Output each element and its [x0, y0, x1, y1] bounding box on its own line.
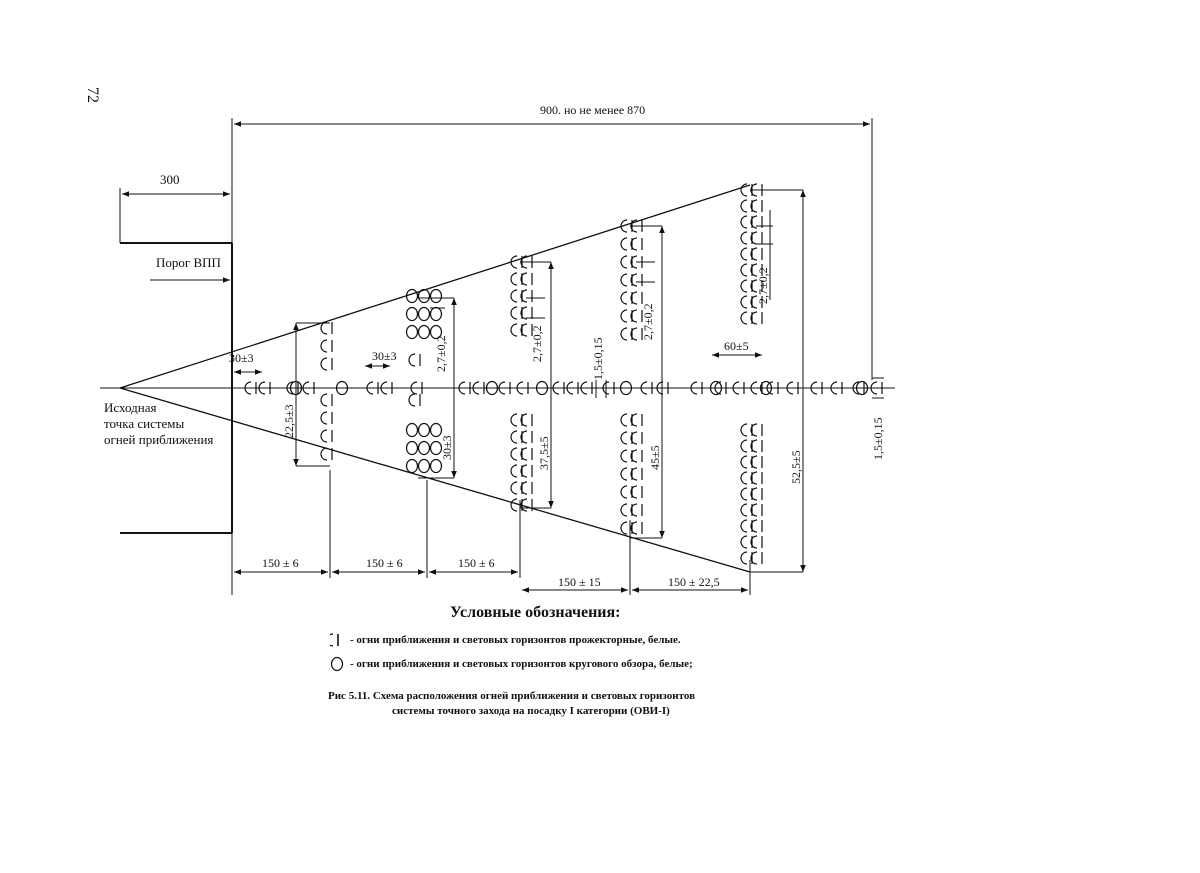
spot-light-119: [741, 296, 752, 308]
omni-light-55: [431, 308, 442, 321]
spot-light-76: [521, 307, 532, 319]
spot-light-88: [621, 292, 632, 304]
spot-light-63: [511, 273, 522, 285]
page-number: 72: [84, 87, 101, 103]
spot-light-146: [751, 536, 762, 548]
figure-caption-line-2: системы точного захода на посадку I категории (ОВИ-I): [392, 705, 670, 717]
spot-light-140: [751, 440, 762, 452]
spot-light-35: [321, 322, 332, 334]
spot-light-94: [621, 468, 632, 480]
omni-light-49: [419, 308, 430, 321]
spot-light-123: [741, 456, 752, 468]
omni-light-46: [407, 442, 418, 455]
bar1-width-label: 22,5±3: [282, 404, 296, 438]
omni-light-45: [407, 424, 418, 437]
spot-light-74: [521, 273, 532, 285]
spot-light-38: [321, 394, 332, 406]
spot-light-60: [409, 354, 420, 366]
spot-light-86: [621, 256, 632, 268]
spot-light-90: [621, 328, 632, 340]
spot-light-108: [631, 468, 642, 480]
omni-light-57: [431, 424, 442, 437]
threshold-label: Порог ВПП: [156, 255, 221, 270]
spot-light-61: [409, 394, 420, 406]
bar-width-dimensions: [296, 190, 884, 572]
spot-light-99: [631, 238, 642, 250]
spot-light-113: [741, 200, 752, 212]
omni-light-52: [419, 442, 430, 455]
second-gap-label: 30±3: [372, 349, 397, 363]
spot-light-67: [511, 414, 522, 426]
spot-light-127: [741, 520, 752, 532]
spot-light-117: [741, 264, 752, 276]
spot-light-89: [621, 310, 632, 322]
gap-dimensions: [234, 355, 762, 372]
spot-light-66: [511, 324, 522, 336]
bar3-width-label: 37,5±5: [537, 436, 551, 470]
segment-3-label: 150 ± 6: [458, 556, 495, 570]
spot-light-134: [751, 248, 762, 260]
omni-light-42: [407, 290, 418, 303]
omni-light-48: [419, 290, 430, 303]
lights-group: [245, 184, 882, 564]
spot-light-139: [751, 424, 762, 436]
legend-omni-text: - огни приближения и световых горизонтов кругового обзора, белые;: [350, 658, 693, 670]
spot-light-111: [631, 522, 642, 534]
spot-light-114: [741, 216, 752, 228]
spot-light-75: [521, 290, 532, 302]
omni-light-icon: [330, 656, 344, 672]
spot-light-128: [741, 536, 752, 548]
spot-light-79: [521, 431, 532, 443]
spot-light-37: [321, 358, 332, 370]
segment-2-label: 150 ± 6: [366, 556, 403, 570]
spot-light-105: [631, 414, 642, 426]
spot-light-122: [741, 440, 752, 452]
omni-light-54: [431, 290, 442, 303]
bar2-width-label: 30±3: [440, 435, 454, 460]
spot-light-95: [621, 486, 632, 498]
spot-light-85: [621, 238, 632, 250]
end-gap-label: 1,5±0,15: [871, 417, 885, 460]
spot-light-107: [631, 450, 642, 462]
center-gap-label: 1,5±0,15: [591, 337, 605, 380]
segment-1-label: 150 ± 6: [262, 556, 299, 570]
omni-light-44: [407, 326, 418, 339]
omni-light-43: [407, 308, 418, 321]
legend-item-omni: [330, 656, 693, 672]
spot-light-141: [751, 456, 762, 468]
omni-light-53: [419, 460, 430, 473]
spot-light-116: [741, 248, 752, 260]
spot-light-82: [521, 482, 532, 494]
origin-label-3: огней приближения: [104, 432, 214, 447]
spot-light-143: [751, 488, 762, 500]
spot-light-109: [631, 486, 642, 498]
spot-light-39: [321, 412, 332, 424]
spot-light-78: [521, 414, 532, 426]
segment-4-label: 150 ± 15: [558, 575, 601, 589]
spot-light-icon: [330, 632, 344, 648]
threshold-offset-label: 300: [160, 172, 180, 187]
segment-5-label: 150 ± 22,5: [668, 575, 720, 589]
spot-light-65: [511, 307, 522, 319]
first-gap-label: 30±3: [229, 351, 254, 365]
spot-light-106: [631, 432, 642, 444]
spot-light-40: [321, 430, 332, 442]
omni-light-47: [407, 460, 418, 473]
figure-caption-line-1: Рис 5.11. Схема расположения огней приближения и световых горизонтов: [328, 690, 696, 702]
spot-light-69: [511, 448, 522, 460]
spot-light-142: [751, 472, 762, 484]
spot-light-71: [511, 482, 522, 494]
legend-spot-text: - огни приближения и световых горизонтов прожекторные, белые.: [350, 634, 681, 646]
omni-light-50: [419, 326, 430, 339]
legend-item-spot: [330, 632, 681, 648]
spot-light-144: [751, 504, 762, 516]
spot-light-121: [741, 424, 752, 436]
spot-light-120: [741, 312, 752, 324]
bar2-spacing-label: 2,7±0,2: [434, 335, 448, 372]
spot-light-91: [621, 414, 632, 426]
spot-light-81: [521, 465, 532, 477]
spot-light-118: [741, 280, 752, 292]
spot-light-36: [321, 340, 332, 352]
spot-light-102: [631, 292, 642, 304]
bar4-width-label: 45±5: [648, 445, 662, 470]
spot-light-133: [751, 232, 762, 244]
omni-light-59: [431, 460, 442, 473]
total-length-label: 900. но не менее 870: [540, 103, 646, 117]
spot-light-147: [751, 552, 762, 564]
bar5-spacing-label: 2,7±0,2: [756, 267, 770, 304]
spot-light-125: [741, 488, 752, 500]
spot-light-131: [751, 200, 762, 212]
spot-light-115: [741, 232, 752, 244]
origin-label-1: Исходная: [104, 400, 157, 415]
spot-light-126: [741, 504, 752, 516]
spot-light-101: [631, 274, 642, 286]
bar3-spacing-label: 2,7±0,2: [530, 325, 544, 362]
spot-light-64: [511, 290, 522, 302]
spot-light-145: [751, 520, 762, 532]
legend-title: Условные обозначения:: [450, 604, 621, 621]
spot-light-68: [511, 431, 522, 443]
spot-light-87: [621, 274, 632, 286]
spot-light-110: [631, 504, 642, 516]
spot-light-124: [741, 472, 752, 484]
omni-light-51: [419, 424, 430, 437]
bar5-width-label: 52,5±5: [789, 450, 803, 484]
bar4-spacing-label: 2,7±0,2: [641, 303, 655, 340]
center-pair-gap-label: 60±5: [724, 339, 749, 353]
spot-light-138: [751, 312, 762, 324]
origin-label-2: точка системы: [104, 416, 185, 431]
spot-light-96: [621, 504, 632, 516]
spot-light-93: [621, 450, 632, 462]
spot-light-70: [511, 465, 522, 477]
spot-light-92: [621, 432, 632, 444]
spot-light-80: [521, 448, 532, 460]
